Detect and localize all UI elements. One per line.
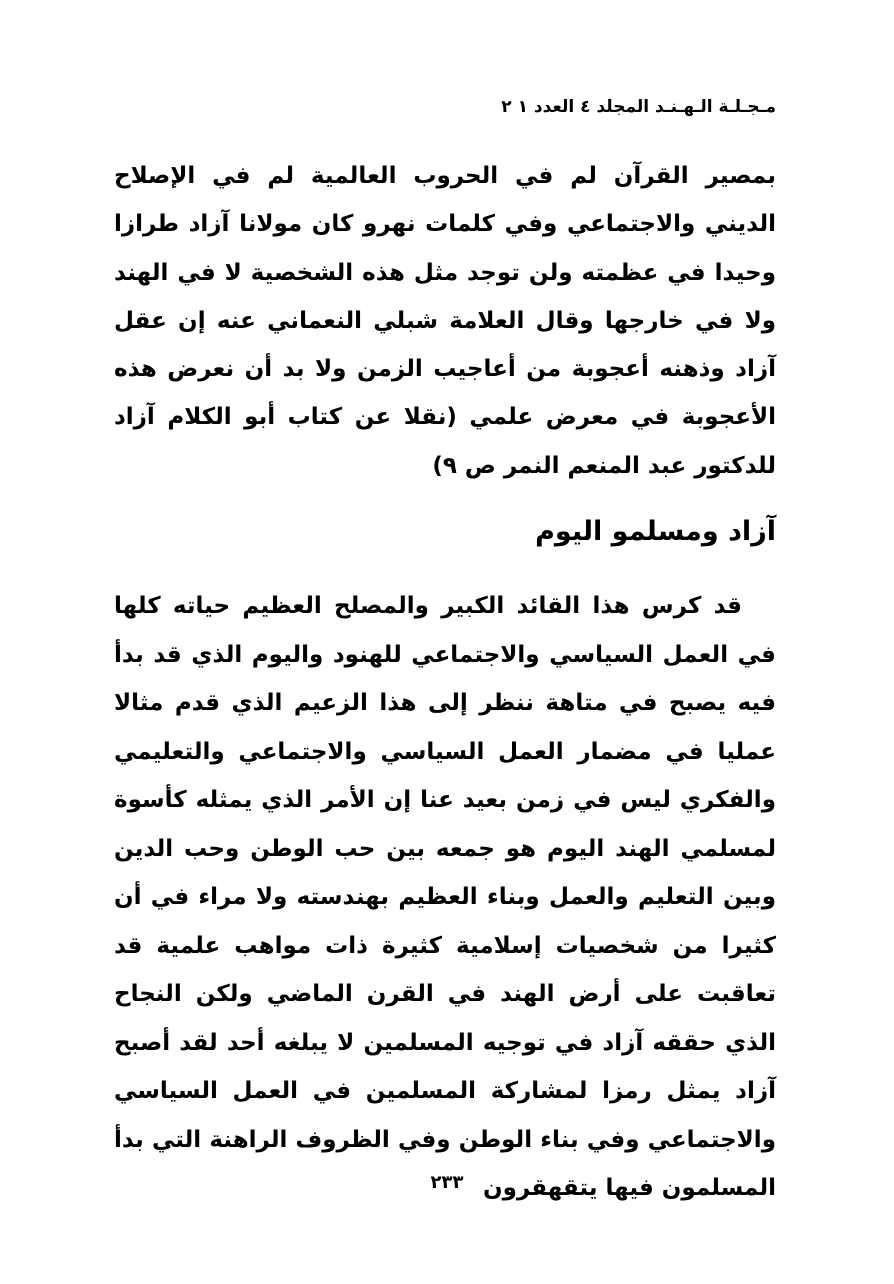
page-number: ٢٣٣ [430, 1172, 464, 1193]
body-paragraph: قد كرس هذا القائد الكبير والمصلح العظيم حياته كلها في العمل السياسي والاجتماعي للهنود واليوم الذي قد بدأ فيه يصبح في متاهة ننظر إلى هذا الزعيم الذي قدم مثالا عمليا في مضمار العمل السياسي والاجتماعي والتعليمي والفكري ليس في زمن بعيد عنا إن الأمر الذي يمثله كأسوة لمسلمي الهند اليوم هو جمعه بين حب الوطن وحب الدين وبين التعليم والعمل وبناء العظيم بهندسته ولا مراء في أن كثيرا من شخصيات إسلامية كثيرة ذات مواهب علمية قد تعاقبت على أرض الهند في القرن الماضي ولكن النجاح الذي حققه آزاد في توجيه المسلمين لا يبلغه أحد لقد أصبح آزاد يمثل رمزا لمشاركة المسلمين في العمل السياسي والاجتماعي وفي بناء الوطن وفي الظروف الراهنة التي بدأ المسلمون فيها يتقهقرون [114, 593, 776, 1201]
body-paragraph: بمصير القرآن لم في الحروب العالمية لم في الإصلاح الديني والاجتماعي وفي كلمات نهرو كان مولانا آزاد طرازا وحيدا في عظمته ولن توجد مثل هذه الشخصية لا في الهند ولا في خارجها وقال العلامة شبلي النعماني عنه إن عقل آزاد وذهنه أعجوبة من أعاجيب الزمن ولا بد أن نعرض هذه الأعجوبة في معرض علمي (نقلا عن كتاب أبو الكلام آزاد للدكتور عبد المنعم النمر ص ٩) [114, 163, 776, 479]
section-heading: آزاد ومسلمو اليوم [535, 516, 776, 547]
running-head: مـجـلـة الـهـنـد المجلد ٤ العدد ١ ٢ [501, 97, 776, 117]
